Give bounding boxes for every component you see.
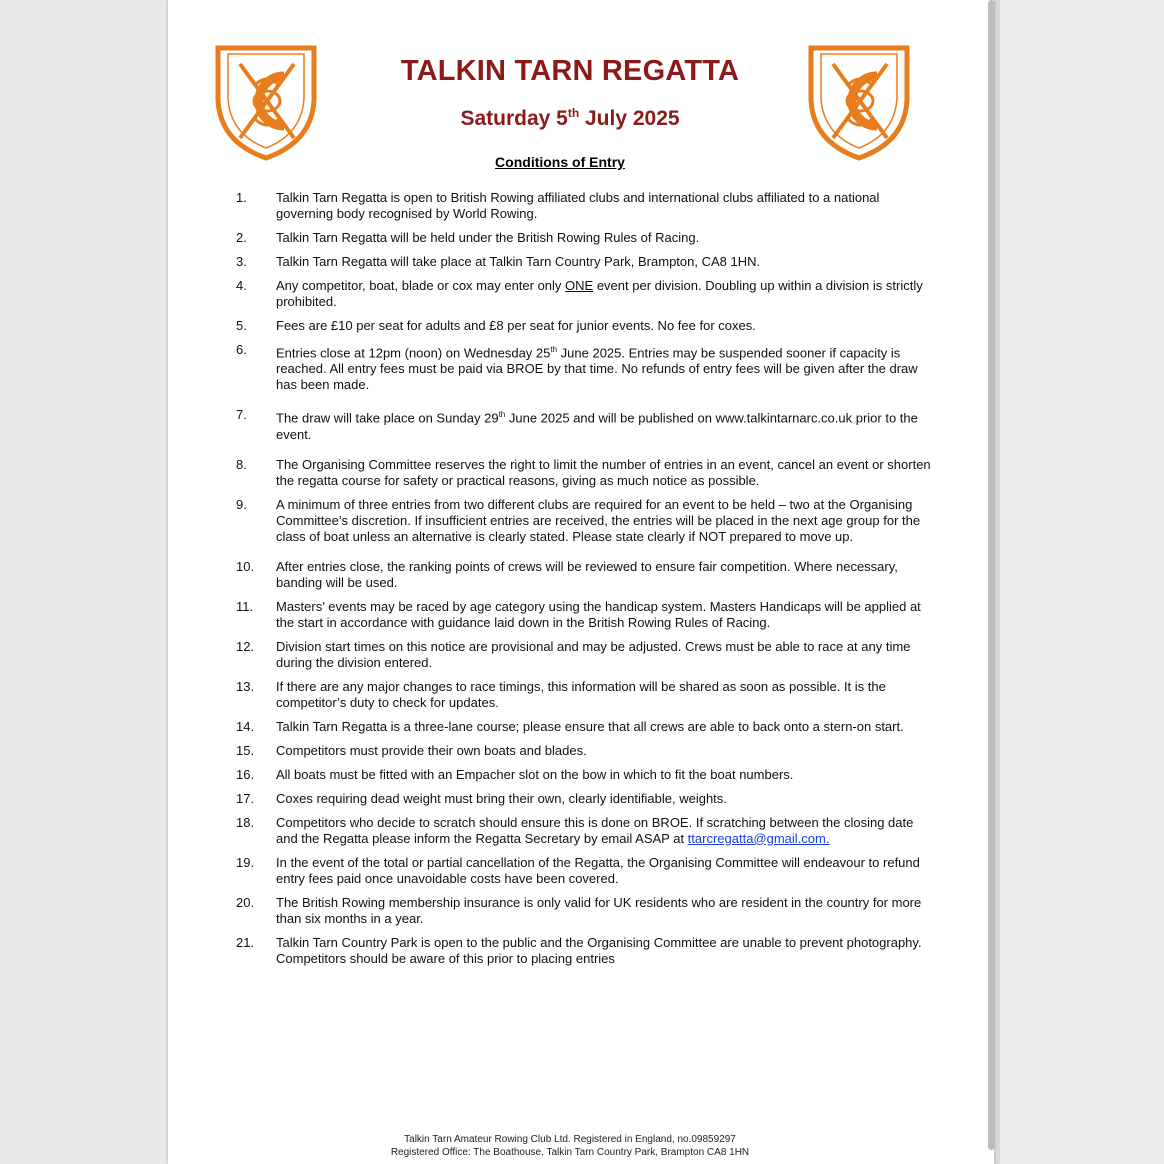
list-item-text: In the event of the total or partial cancellation of the Regatta, the Organising Committee will endeavour to refund entry fees paid once unavoidable costs have been covered. (276, 854, 920, 886)
list-item (236, 230, 936, 246)
list-item (236, 190, 936, 222)
list-item-text-part: Competitors who decide to scratch should ensure this is done on BROE. If scratching between the closing date and the Regatta please inform the Regatta Secretary by email ASAP at (276, 814, 914, 846)
list-item-number: 21. (236, 934, 255, 950)
list-item-text-part: The draw will take place on Sunday 29 (276, 410, 499, 426)
list-item (236, 254, 936, 270)
ordinal-suffix: th (498, 410, 506, 420)
scrollbar[interactable] (988, 0, 995, 1150)
list-item-text: The British Rowing membership insurance is only valid for UK residents who are resident in the country for more than six months in a year. (276, 894, 922, 926)
list-item (236, 855, 936, 887)
list-item-text: Coxes requiring dead weight must bring their own, clearly identifiable, weights. (276, 790, 727, 806)
list-item-number: 1. (236, 190, 247, 205)
email-link[interactable]: ttarcregatta@gmail.com. (687, 830, 830, 846)
list-item-number: 6. (236, 342, 247, 357)
footer (300, 1133, 840, 1159)
ordinal-suffix: th (550, 345, 558, 354)
list-item-text-part: June 2025 and will be published on www.talkintarnarc.co.uk prior to the event. (276, 410, 918, 442)
list-item-number: 17. (236, 790, 255, 806)
list-item (236, 895, 936, 927)
list-item-text: Talkin Tarn Regatta is open to British Rowing affiliated clubs and international clubs affiliated to a national governing body recognised by World Rowing. (276, 190, 880, 221)
list-item (236, 815, 936, 847)
list-item (236, 639, 936, 671)
list-item-text: Competitors must provide their own boats and blades. (276, 742, 587, 758)
list-item-text: Talkin Tarn Regatta is a three-lane course; please ensure that all crews are able to back onto a stern-on start. (276, 718, 904, 734)
list-item-text-part: event per division. Doubling up within a division is strictly prohibited. (276, 278, 923, 309)
list-item-text (276, 278, 936, 310)
list-item (236, 318, 936, 334)
list-item-number: 16. (236, 766, 255, 782)
list-item (236, 743, 936, 759)
list-item-text: The Organising Committee reserves the right to limit the number of entries in an event, cancel an event or shorten the regatta course for safety or practical reasons, giving as much notice as possible. (276, 456, 931, 488)
event-date: Saturday 5th July 2025 (460, 106, 680, 130)
list-item-number: 7. (236, 407, 247, 423)
list-item-number: 11. (236, 598, 254, 614)
list-item-text-part: Entries close at 12pm (noon) on Wednesday 25 (276, 345, 551, 361)
list-item-text-part: June 2025. Entries may be suspended sooner if capacity is reached. All entry fees must be paid via BROE by that time. No refunds of entry fees will be given after the draw has been made. (276, 345, 918, 393)
emphasis-text: ONE (565, 278, 594, 293)
list-item-number: 13. (236, 678, 255, 694)
list-item (236, 342, 936, 393)
list-item-number: 4. (236, 278, 247, 293)
list-item (236, 719, 936, 735)
list-item-number: 18. (236, 814, 255, 830)
background-left (0, 0, 168, 1164)
list-item-number: 9. (236, 496, 247, 512)
list-item-text: If there are any major changes to race timings, this information will be shared as soon as possible. It is the competitor’s duty to check for updates. (276, 678, 886, 710)
list-item-text: Masters’ events may be raced by age category using the handicap system. Masters Handicaps will be applied at the start in accordance with guidance laid down in the British Rowing Rules of Racing. (276, 598, 921, 630)
list-item-text: Talkin Tarn Regatta will be held under the British Rowing Rules of Racing. (276, 230, 700, 245)
list-item-number: 8. (236, 456, 247, 472)
list-item (236, 679, 936, 711)
list-item-text: Fees are £10 per seat for adults and £8 per seat for junior events. No fee for coxes. (276, 318, 756, 333)
list-item (236, 767, 936, 783)
list-item-text (276, 815, 936, 847)
list-item-number: 14. (236, 718, 255, 734)
list-item-number: 12. (236, 638, 255, 654)
list-item-text: A minimum of three entries from two different clubs are required for an event to be held – two at the Organising Committee’s discretion. If insufficient entries are received, the entries will be placed in the next age group for the class of boat unless an alternative is clearly stated. Please state clearly if NOT prepared to move up. (276, 496, 921, 544)
list-item-text: All boats must be fitted with an Empacher slot on the bow in which to fit the boat numbers. (276, 766, 794, 782)
footer-line-2: Registered Office: The Boathouse, Talkin Tarn Country Park, Brampton CA8 1HN (390, 1147, 750, 1158)
list-item-text: Talkin Tarn Country Park is open to the public and the Organising Committee are unable to prevent photography. Competitors should be aware of this prior to placing entries (276, 934, 922, 966)
footer-line-1: Talkin Tarn Amateur Rowing Club Ltd. Registered in England, no.09859297 (404, 1134, 736, 1145)
list-item-text (276, 407, 936, 442)
list-item-number: 2. (236, 230, 247, 245)
list-item (236, 791, 936, 807)
section-heading: Conditions of Entry (495, 154, 625, 170)
list-item-number: 20. (236, 894, 255, 910)
conditions-list (236, 190, 936, 975)
list-item (236, 935, 936, 967)
list-item-text-part: Any competitor, boat, blade or cox may enter only (276, 278, 566, 293)
list-item (236, 559, 936, 591)
list-item-text (276, 342, 936, 393)
list-item (236, 407, 936, 442)
list-item-number: 3. (236, 254, 247, 269)
list-item-text: Talkin Tarn Regatta will take place at Talkin Tarn Country Park, Brampton, CA8 1HN. (276, 254, 761, 269)
list-item-number: 15. (236, 742, 255, 758)
list-item (236, 278, 936, 310)
list-item-number: 19. (236, 854, 255, 870)
page-title: TALKIN TARN REGATTA (400, 55, 740, 87)
list-item-text: Division start times on this notice are provisional and may be adjusted. Crews must be able to race at any time during the division entered. (276, 638, 911, 670)
list-item-number: 10. (236, 558, 255, 574)
list-item-number: 5. (236, 318, 247, 333)
background-right (1000, 0, 1164, 1164)
list-item (236, 497, 936, 545)
list-item-text: After entries close, the ranking points of crews will be reviewed to ensure fair competition. Where necessary, banding will be used. (276, 558, 898, 590)
list-item (236, 599, 936, 631)
list-item (236, 457, 936, 489)
